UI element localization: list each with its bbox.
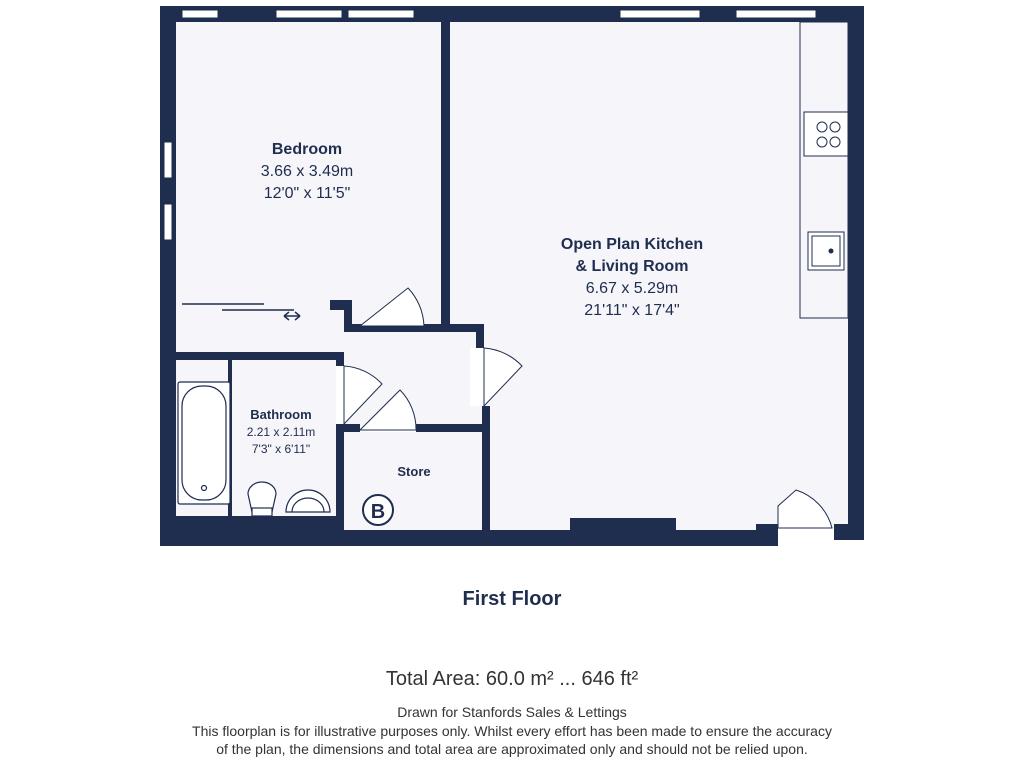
kitchen-imperial: 21'11" x 17'4" [584, 302, 680, 319]
total-area: Total Area: 60.0 m² ... 646 ft² [385, 668, 639, 690]
drawn-for-credit: Drawn for Stanfords Sales & Lettings [397, 704, 627, 720]
bathtub-inner [182, 386, 226, 500]
wall-bedroom-kitchen [441, 22, 450, 332]
bedroom-imperial: 12'0" x 11'5" [263, 185, 351, 202]
floor-title: First Floor [462, 588, 562, 610]
wall-bathroom-right-bottom [336, 424, 344, 530]
wall-bathroom-bottom [176, 516, 344, 530]
boiler [363, 495, 393, 525]
window-top-5 [736, 10, 816, 18]
bedroom-name: Bedroom [271, 141, 343, 158]
bedroom-metric: 3.66 x 3.49m [260, 163, 354, 180]
wall-bathroom-right-top [336, 352, 344, 366]
wall-bedroom-bottom [176, 352, 344, 360]
wall-bottom-left [160, 530, 778, 546]
bathroom-name: Bathroom [250, 407, 312, 422]
wall-entry-jamb [756, 524, 778, 546]
kitchen-name-1: Open Plan Kitchen [560, 236, 704, 253]
wall-left [160, 6, 176, 546]
wall-store-top-2 [416, 424, 484, 432]
toilet-cistern [252, 508, 272, 516]
window-left-1 [164, 142, 172, 178]
window-left-2 [164, 204, 172, 240]
kitchen-units [800, 22, 848, 318]
window-top-4 [620, 10, 700, 18]
bathroom-imperial: 7'3" x 6'11" [251, 442, 311, 456]
boiler-label: B [370, 501, 386, 523]
window-top-3 [348, 10, 414, 18]
door-entry-opening [778, 528, 834, 542]
disclaimer-line-2: of the plan, the dimensions and total area are approximated only and should not be relied upon. [216, 741, 808, 757]
bathroom-metric: 2.21 x 2.11m [246, 425, 316, 439]
bath-drain [202, 486, 207, 491]
disclaimer [0, 722, 1024, 758]
window-top-2 [276, 10, 342, 18]
worktop [800, 22, 848, 318]
wall-store-top [344, 424, 360, 432]
wall-bottom-thick [570, 518, 676, 532]
disclaimer-line-1: This floorplan is for illustrative purposes only. Whilst every effort has been made to ensure the accuracy [192, 723, 832, 739]
hob-icon [804, 112, 848, 156]
door-kitchen-opening [470, 348, 484, 406]
wall-right [848, 6, 864, 540]
kitchen-name-2: & Living Room [575, 258, 689, 275]
window-top-1 [182, 10, 218, 18]
sink-drain [829, 249, 833, 253]
store-name: Store [397, 464, 431, 479]
wall-bottom-right [834, 524, 864, 540]
sink-icon [808, 232, 844, 270]
wall-hall-right [476, 324, 484, 348]
kitchen-metric: 6.67 x 5.29m [585, 280, 679, 297]
kitchen-living-floor [450, 22, 848, 530]
